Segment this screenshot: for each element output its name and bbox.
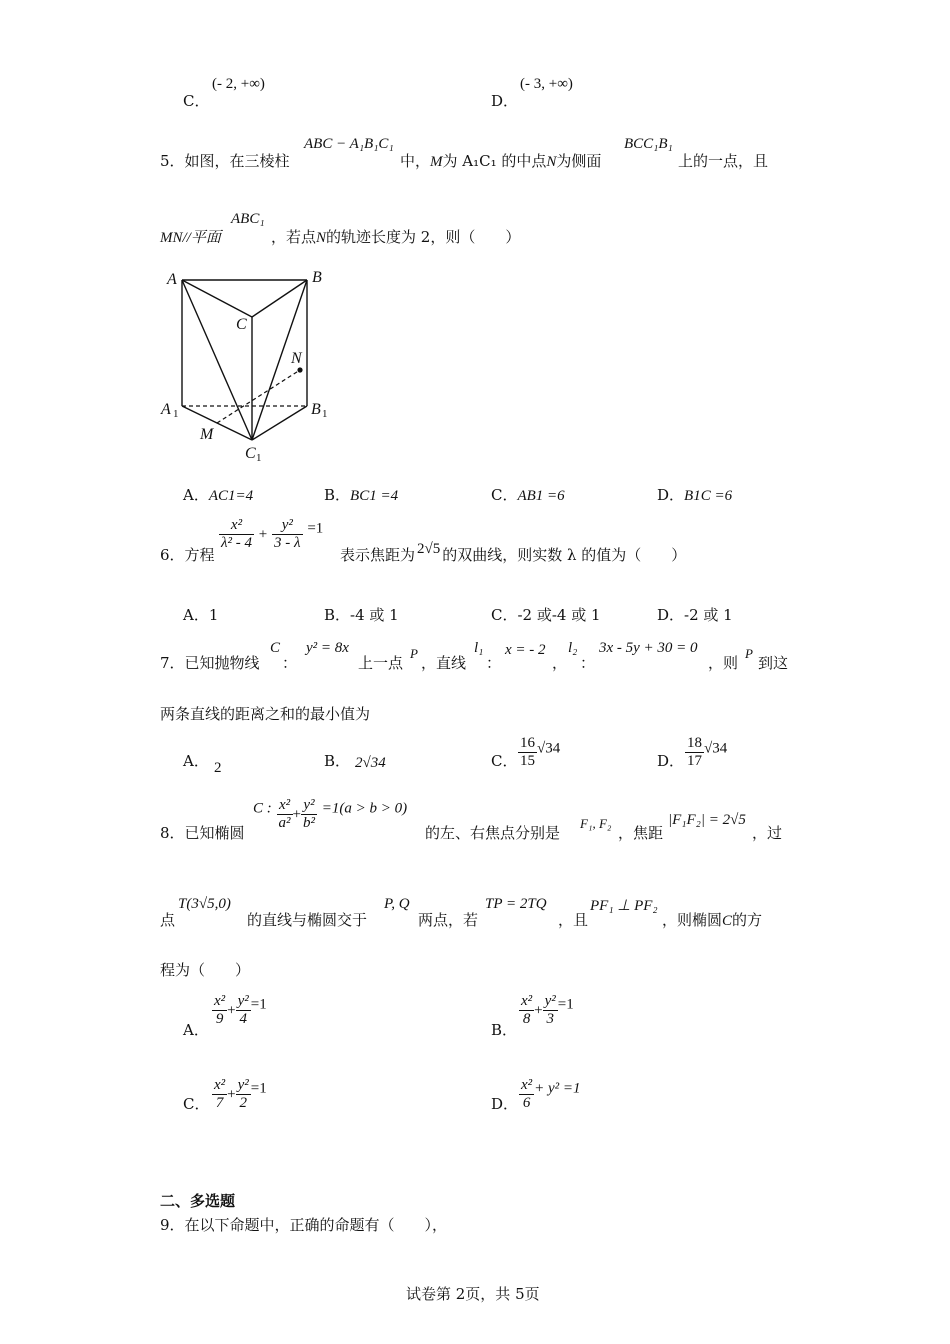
q7-curve-name: C (270, 640, 281, 656)
q8-vector-relation: TP = 2TQ (485, 896, 547, 912)
numerator: y² (272, 517, 303, 535)
q8-stem-line2b: 的直线与椭圆交于 (247, 911, 368, 929)
q5-stem-line1b (400, 150, 601, 171)
numerator: y² (237, 1077, 249, 1093)
q8-option-b-label: B． (491, 1021, 518, 1039)
stem-text: 已知抛物线 (184, 654, 260, 672)
q9-stem (160, 1214, 447, 1235)
stem-text: 中， (400, 152, 431, 170)
fraction (236, 993, 251, 1028)
stem-text: 为侧面 (556, 152, 602, 170)
q4-option-c-value: (- 2, +∞) (212, 76, 265, 92)
q8-option-a-value: $\frac{\text{x²}}{9}$ + $\frac{\text{y²}}{4}$ =1 (214, 993, 267, 1027)
var-c: C (722, 913, 733, 929)
q8-focal-distance: |F₁F₂| = 2√5 (668, 812, 746, 828)
q8-option-c-value: $\frac{\text{x²}}{7}$ + $\frac{\text{y²}}{2}$ =1 (214, 1077, 267, 1111)
label-b1-sub: 1 (322, 408, 328, 420)
var-n: N (316, 230, 327, 246)
q5-plane-name: ABC₁ (231, 211, 265, 227)
label-c: C (236, 316, 247, 333)
q7-option-c-value (518, 735, 560, 770)
label-c1-sub: 1 (256, 452, 262, 464)
option-value: -2 或 1 (684, 606, 733, 624)
q8-option-d-value (519, 1077, 581, 1112)
label-b: B (312, 269, 322, 286)
fraction (212, 993, 227, 1028)
q7-option-b-label: B． (324, 752, 351, 770)
label-a1: A (161, 401, 171, 418)
equals: =1 (250, 1080, 267, 1097)
stem-text: 方程 (184, 546, 215, 564)
numerator: x² (214, 1077, 226, 1093)
option-label: B． (324, 486, 351, 504)
radical: √34 (537, 740, 561, 757)
q7-l2: l₂ (568, 640, 578, 656)
fraction (543, 993, 558, 1028)
q8-stem-a (160, 822, 245, 843)
edge-ac (182, 280, 252, 317)
numerator: 16 (520, 735, 535, 751)
q4-option-d (491, 90, 518, 111)
q7-comma: ， (552, 654, 568, 672)
option-value: -4 或 1 (350, 606, 399, 624)
q5-option-d (657, 484, 732, 505)
ellipse-name: C : (253, 800, 272, 817)
option-label: A． (183, 486, 209, 504)
q7-l1: l₁ (474, 640, 484, 656)
q7-stem-c: ，直线 (421, 654, 467, 672)
numerator: y² (237, 993, 249, 1009)
edge-b1c1 (252, 406, 307, 440)
denominator: 9 (215, 1011, 224, 1027)
option-value: AC1=4 (208, 488, 254, 504)
fraction (212, 1077, 227, 1112)
stem-text: 在以下命题中，正确的命题有（ ）， (184, 1216, 448, 1234)
option-label: C． (183, 92, 210, 110)
fraction (518, 735, 537, 770)
q8-perpendicular: PF₁ ⊥ PF₂ (590, 898, 658, 914)
q8-point-t: T(3√5,0) (178, 896, 231, 912)
q8-option-b-value: $\frac{\text{x²}}{8}$ + $\frac{\text{y²}}{3}$ =1 (521, 993, 574, 1027)
q8-stem-c: ，焦距 (618, 824, 664, 842)
q8-stem-line2e (662, 909, 762, 930)
label-c1: C (245, 445, 256, 462)
q5-prism-figure (155, 262, 355, 467)
q7-stem-e: 到这 (758, 654, 789, 672)
q7-point-p2: P (745, 646, 753, 661)
stem-text: 为 A₁C₁ 的中点 (442, 152, 547, 170)
plus-sign: + (292, 806, 301, 823)
q7-stem-a (160, 652, 260, 673)
denominator: 17 (687, 753, 702, 769)
label-n: N (291, 350, 302, 367)
q7-option-a-value: 2 (214, 760, 222, 776)
q8-option-a-label: A． (183, 1021, 209, 1039)
q8-option-d-label: D． (491, 1095, 519, 1113)
stem-text: 如图，在三棱柱 (184, 152, 290, 170)
numerator: x² (219, 517, 254, 535)
label-m: M (200, 426, 214, 443)
q7-option-d-value (685, 735, 727, 770)
fraction (301, 797, 317, 832)
q6-option-c (491, 604, 601, 625)
numerator: x² (214, 993, 226, 1009)
var-m: M (430, 154, 443, 170)
q4-option-d-value: (- 3, +∞) (520, 76, 573, 92)
equals: =1 (307, 520, 324, 537)
q7-option-d-label: D． (657, 752, 685, 770)
edge-ac1 (182, 280, 252, 440)
fraction (519, 993, 534, 1028)
question-number: 5． (160, 152, 185, 170)
q8-option-c-label: C． (183, 1095, 210, 1113)
fraction (219, 517, 254, 552)
q7-stem-d: ，则 (708, 654, 739, 672)
q7-colon2: ： (486, 654, 502, 672)
segment-mn (217, 370, 300, 423)
question-number: 7． (160, 654, 185, 672)
q6-equation (219, 517, 323, 552)
q8-stem-line2a: 点 (160, 911, 176, 929)
denominator: a² (278, 815, 291, 831)
q7-option-c-label: C． (491, 752, 518, 770)
q8-stem-line2d: ，且 (558, 911, 589, 929)
q8-points-pq: P, Q (384, 896, 410, 912)
stem-text: 的方 (732, 911, 763, 929)
denominator: 3 (546, 1011, 554, 1027)
q5-face-name: BCC₁B₁ (624, 136, 673, 152)
label-a1-sub: 1 (173, 408, 179, 420)
option-value: AB1 =6 (517, 488, 565, 504)
plus-sign: + (258, 526, 268, 543)
equals: =1 (557, 996, 574, 1013)
stem-text: ，则椭圆 (662, 911, 723, 929)
q8-stem-line2c: 两点，若 (418, 911, 479, 929)
radical: √34 (704, 740, 728, 757)
ellipse-condition: =1(a > b > 0) (321, 800, 408, 817)
fraction (519, 1077, 534, 1112)
q7-option-a-label: A． (183, 752, 209, 770)
question-number: 8． (160, 824, 185, 842)
q7-line2: 3x - 5y + 30 = 0 (599, 640, 698, 656)
label-b1: B (311, 401, 321, 418)
numerator: x² (521, 993, 533, 1009)
var-n: N (546, 154, 557, 170)
q6-option-d (657, 604, 733, 625)
q5-stem-line1c: 上的一点，且 (678, 152, 769, 170)
numerator: y² (544, 993, 556, 1009)
stem-text: 的双曲线，则实数 λ 的值为（ ） (442, 546, 687, 564)
option-label: D． (491, 92, 519, 110)
numerator: 18 (687, 735, 702, 751)
option-label: D． (657, 486, 685, 504)
q5-option-b (324, 484, 398, 505)
numerator: x² (277, 797, 293, 815)
option-label: C． (491, 606, 518, 624)
numerator: x² (521, 1077, 533, 1093)
point-n (297, 367, 302, 372)
q5-option-a (183, 484, 253, 505)
numerator: y² (301, 797, 317, 815)
equation-tail: + y² =1 (534, 1080, 581, 1097)
section-heading: 二、多选题 (160, 1192, 236, 1210)
option-value: -2 或-4 或 1 (517, 606, 601, 624)
denominator: 8 (522, 1011, 531, 1027)
option-label: A． (183, 606, 209, 624)
option-label: B． (324, 606, 351, 624)
q7-colon3: ： (580, 654, 596, 672)
stem-text: 已知椭圆 (184, 824, 245, 842)
q8-stem-line3: 程为（ ） (160, 961, 251, 979)
stem-text: 表示焦距为 (340, 546, 416, 564)
q5-option-c (491, 484, 565, 505)
denominator: 6 (522, 1095, 531, 1111)
q8-foci: F₁, F₂ (580, 816, 612, 831)
denominator: 15 (520, 753, 535, 769)
q5-stem-line1 (160, 150, 290, 171)
question-number: 9． (160, 1216, 185, 1234)
denominator: λ² - 4 (221, 535, 252, 551)
fraction (277, 797, 293, 832)
q7-parabola: y² = 8x (306, 640, 349, 656)
option-value: B1C =6 (684, 488, 733, 504)
q5-stem-line2 (160, 226, 221, 247)
q8-stem-d: ，过 (752, 824, 783, 842)
question-number: 6． (160, 546, 185, 564)
option-label: D． (657, 606, 685, 624)
q8-ellipse-equation (253, 797, 407, 832)
fraction (685, 735, 704, 770)
q7-colon: ： (282, 654, 298, 672)
q6-option-a (183, 604, 218, 625)
equals: =1 (250, 996, 267, 1013)
q7-line1: x = - 2 (505, 642, 546, 658)
denominator: 4 (239, 1011, 247, 1027)
denominator: b² (303, 815, 315, 831)
q5-prism-name: ABC − A₁B₁C₁ (304, 136, 394, 152)
fraction (236, 1077, 251, 1112)
stem-text: ，若点 (271, 228, 317, 246)
q7-option-b-value: 2√34 (355, 755, 386, 771)
page-footer: 试卷第 2页，共 5页 (406, 1285, 540, 1303)
q6-stem-b (340, 541, 687, 565)
q8-stem-b: 的左、右焦点分别是 (425, 824, 561, 842)
option-value: 1 (208, 606, 219, 624)
denominator: 3 - λ (274, 535, 301, 551)
focal-value: 2√5 (417, 541, 441, 557)
stem-text: 的轨迹长度为 2，则（ ） (326, 228, 521, 246)
label-a: A (167, 271, 177, 288)
option-label: C． (491, 486, 518, 504)
edge-bc (252, 280, 307, 317)
q7-stem-b: 上一点 (358, 654, 404, 672)
q5-stem-line2b (271, 226, 520, 247)
stem-text: MN//平面 (160, 230, 221, 246)
denominator: 7 (215, 1095, 224, 1111)
q7-point-p: P (410, 646, 418, 661)
q6-stem (160, 544, 215, 565)
denominator: 2 (239, 1095, 247, 1111)
q6-option-b (324, 604, 399, 625)
fraction (272, 517, 303, 552)
q4-option-c (183, 90, 209, 111)
option-value: BC1 =4 (350, 488, 399, 504)
q7-stem-line2: 两条直线的距离之和的最小值为 (160, 705, 371, 723)
